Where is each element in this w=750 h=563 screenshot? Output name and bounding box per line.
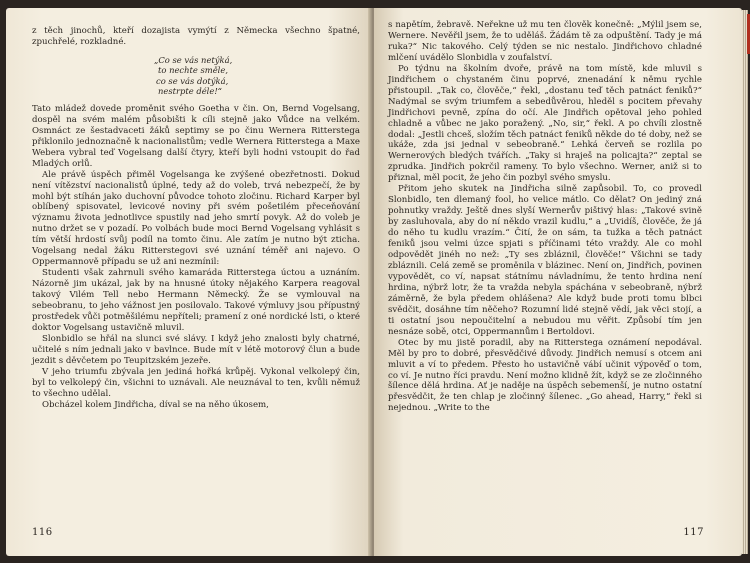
left-paragraph-5: Slonbidlo se hřál na slunci své slávy. I když jeho znalosti byly chatrné, učitelé s ním jednali jako v bavlnce. Bude mít v létě motorový člun a bude jezdit s děvčetem po Teupitzském jezeře. — [32, 333, 360, 366]
goethe-quote — [154, 55, 360, 97]
poem-line-2: to nechte směle, — [158, 65, 228, 76]
left-paragraph-1: z těch jinochů, kteří dozajista vymýtí z Německa všechno špatné, zpuchřelé, rozkladné. — [32, 26, 360, 47]
right-paragraph-3: Přitom jeho skutek na Jindřicha silně zapůsobil. To, co provedl Slonbidlo, ten dlemaný fool, ho velice mátlo. Co dělat? On jediný zná pohnutky vraždy. Ještě dnes slyší Wernerův pištivý hlas: „Takové svině by zasluhovala, aby do ní někdo vrazil kudlu,“ a „Uvidíš, člověče, že já do něho tu kudlu vrazím.“ Čití, že on sám, ta tužka a těch patnáct feniků jsou velmi úzce spjati s příčinami této vraždy. Ale co mohl odpovědět jinéh no než: „Ty ses zbláznil, člověče!“ Všichni se tady zbláznili. Celá země se proměnila v blázinec. Není on, Jindřich, povinen vypovědět, co ví, napsat státnímu návladnímu, že tento hrdina není hrdina, nýbrž lotr, že ta vražda nebyla spáchána v sebeobraně, nýbrž záměrně, že byla předem ohlášena? Ale když bude proti tomu blbci svědčit, dosáhne tím něčeho? Rozumní lidé stejně vědí, jak věci stojí, a ti ostatní jsou nepoučitelní a nebudou mu věřit. Způsobí tím jen nesnáze sobě, otci, Oppermannům i Bertoldovi. — [388, 184, 702, 337]
right-paragraph-4: Otec by mu jistě poradil, aby na Ritterstega oznámení nepodával. Měl by pro to dobré, přesvědčivé důvody. Jindřich nemusí s otcem ani mluvit a ví to předem. Přesto ho ustavičně vábí učinit výpověď o tom, co ví. Je nutno říci pravdu. Není možno klidně žít, když se ze zločinného šílence dělá hrdina. Ať je naděje na úspěch sebemenší, je nutno ostatní přesvědčit, že ten chlap je zločinný šílenec. „Go ahead, Harry,“ řekl si nejednou. „Write to the — [388, 337, 702, 414]
page-edges — [742, 10, 748, 554]
left-paragraph-3: Ale právě úspěch přiměl Vogelsanga ke zvýšené obezřetnosti. Dokud není vítězství nacionalistů úplné, tedy až do voleb, trvá nebezpečí, že by mohl být stíhán jako duchovní původce tohoto zločinu. Richard Karper byl oblíbený spisovatel, levicové noviny při svém pošetilém přeceňování významu života jednotlivce spustily nad jeho smrtí povyk. Až do voleb je nutno držet se v pozadí. Po volbách bude moci Bernd Vogelsang vyhlásit s tím větší hrdostí svůj podíl na tomto činu. Ale zatím je nutno být zticha. Vogelsang nedal žáku Ritterstegovi své uznání téměř ani najevo. O Oppermannově případu se už ani nezmínil: — [32, 169, 360, 268]
right-page — [374, 8, 742, 556]
poem-line-3: co se vás dotýká, — [156, 75, 229, 86]
right-paragraph-1: s napětím, žebravě. Neřekne už mu ten člověk konečně: „Mýlil jsem se, Wernere. Nevěřil jsem, že to uděláš. Žádám tě za odpuštění. Tady je má ruka?“ Nic takového. Celý týden se nic nestalo. Jindřichovo chladné mlčení uvádělo Slonbidla v zoufalství. — [388, 20, 702, 63]
poem-line-4: nestrpte déle!“ — [158, 86, 222, 97]
right-page-number: 117 — [683, 527, 704, 538]
left-paragraph-2: Tato mládež dovede proměnit svého Goetha v čin. On, Bernd Vogelsang, dospěl na svém malém působišti k cíli stejně jako Vůdce na velkém. Osmnáct ze šestadvaceti žáků septimy se po činu Wernera Ritterstega přiklonilo jednoznačně k nacionalistům; vedle Wernera Ritterstega a Maxe Webera vybral teď Vogelsang další čtyry, kteří byli hodni vstoupit do řad Mladých orlů. — [32, 103, 360, 169]
left-paragraph-7: Obcházel kolem Jindřicha, díval se na něho úkosem, — [42, 399, 269, 410]
left-page-number: 116 — [32, 527, 53, 538]
left-page — [6, 8, 372, 556]
left-paragraph-6: V jeho triumfu zbývala jen jediná hořká krůpěj. Vykonal velkolepý čin, byl to velkolepý čin, všichni to uznávali. Ale neuznával to ten, kvůli němuž to všechno udělal. — [32, 366, 360, 399]
right-paragraph-2: Po týdnu na školním dvoře, právě na tom místě, kde mluvil s Jindřichem o chystaném činu poprvé, znenadání k němu rychle přistoupil. „Tak co, člověče,“ řekl, „dostanu teď těch patnáct feniků?“ Nadýmal se svým triumfem a sebedůvěrou, hleděl s pocitem převahy Jindřichovi pevně, zpína do očí. Ale Jindřich opětoval jeho pohled chladně a vůbec ne jako poražený. „No, sir,“ řekl. A po chvíli zlostně dodal: „Jestli chceš, složím těch patnáct feniků někde do té doby, než se ukáže, zda jsi jednal v sebeobraně.“ Lehká červeň se rozlila po Wernerových bledých tvářích. „Taky si hraješ na policajta?“ zeptal se zprudka. Jindřich pokrčil rameny. To bylo všechno. Werner, aniž si to přiznal, měl pocit, že jeho čin pozbyl svého smyslu. — [388, 63, 702, 184]
left-paragraph-4: Studenti však zahrnuli svého kamaráda Ritterstega úctou a uznáním. Názorně jim ukázal, jak by na hnusné útoky nějakého Karpera reagoval takový Vilém Tell nebo Hermann Německý. Že se vymlouval na sebeobranu, to jeho vážnost jen posilovalo. Takové výmluvy jsou přípustný prostředek vůči potměšilému nepříteli; pramení z oné nordické lsti, o které doktor Vogelsang ustavičně mluvil. — [32, 268, 360, 333]
poem-line-1: „Co se vás netýká, — [154, 54, 233, 65]
